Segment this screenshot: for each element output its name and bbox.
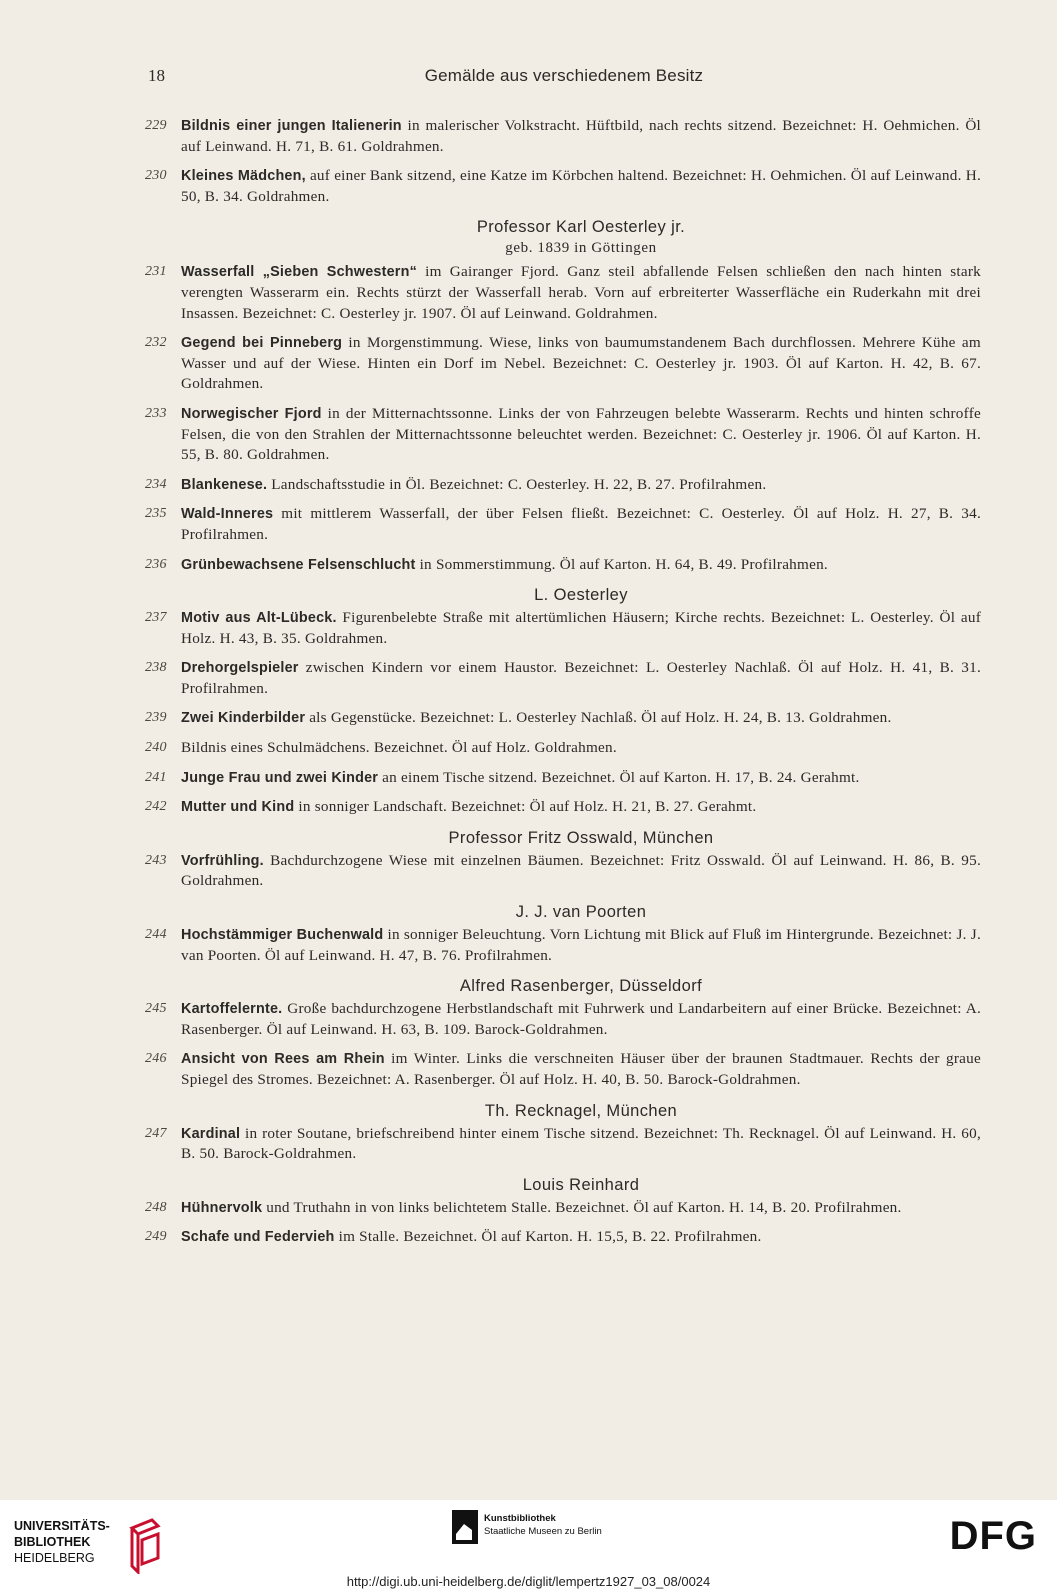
uni-logo-line1: UNIVERSITÄTS- xyxy=(14,1519,110,1533)
entry-title: Grünbewachsene Felsenschlucht xyxy=(181,556,416,573)
entry-description: im Gairanger Fjord. Ganz steil abfallende Felsen schließen den nach hinten stark verengten Wasserarm ein. Rechts stürzt der Wasserfall herab. Vorn auf erbreiterter Wasserfläche ein Ruderkahn mit drei Insassen. Bezeichnet: C. Oesterley jr. 1907. Öl auf Leinwand. Goldrahmen. xyxy=(181,263,981,322)
artist-heading: Alfred Rasenberger, Düsseldorf xyxy=(459,977,703,996)
artist-heading: Louis Reinhard xyxy=(522,1175,640,1194)
catalog-entry xyxy=(145,1049,981,1090)
entry-group xyxy=(145,925,981,966)
entry-description: in Morgenstimmung. Wiese, links von baumumstandenem Bach durchflossen. Mehrere Kühe am Wasser und auf der Wiese. Hinten ein Dorf im Nebel. Bezeichnet: C. Oesterley jr. 1903. Öl auf Karton. H. 42, B. 67. Goldrahmen. xyxy=(181,334,981,393)
entry-title: Blankenese. xyxy=(181,476,268,493)
entry-number: 241 xyxy=(145,769,167,785)
entry-number: 247 xyxy=(145,1125,167,1141)
entry-description: Große bachdurchzogene Herbstlandschaft mit Fuhrwerk und Landarbeitern auf einer Brücke. Bezeichnet: A. Rasenberger. Öl auf Leinwand. H. 63, B. 109. Barock-Goldrahmen. xyxy=(181,1000,981,1038)
entry-title: Schafe und Federvieh xyxy=(181,1229,335,1246)
entry-number: 233 xyxy=(145,405,167,421)
entry-description: als Gegenstücke. Bezeichnet: L. Oesterley Nachlaß. Öl auf Holz. H. 24, B. 13. Goldrahmen. xyxy=(305,709,892,727)
catalog-entry xyxy=(145,504,981,545)
catalog-entry xyxy=(145,262,981,324)
digitization-footer xyxy=(0,1500,1057,1593)
catalog-entry xyxy=(145,708,981,729)
entry-number: 232 xyxy=(145,335,167,351)
entry-number: 249 xyxy=(145,1229,167,1245)
catalog-entry xyxy=(145,738,981,759)
kunstbibliothek-emblem-icon xyxy=(452,1510,478,1544)
artist-heading: Th. Recknagel, München xyxy=(484,1101,678,1120)
entry-number: 229 xyxy=(145,118,167,133)
entry-number: 244 xyxy=(145,927,167,943)
entry-title: Gegend bei Pinneberg xyxy=(181,335,343,352)
entry-number: 243 xyxy=(145,852,167,868)
entry-description: in Sommerstimmung. Öl auf Karton. H. 64, B. 49. Profilrahmen. xyxy=(415,555,828,573)
catalog-entry xyxy=(145,116,981,157)
entry-description: und Truthahn in von links belichtetem Stalle. Bezeichnet. Öl auf Karton. H. 14, B. 20. Profilrahmen. xyxy=(262,1198,902,1216)
university-library-logo[interactable] xyxy=(14,1518,174,1578)
entry-number: 234 xyxy=(145,476,167,492)
entry-number: 240 xyxy=(145,740,167,756)
catalog-entry xyxy=(145,608,981,649)
entry-number: 230 xyxy=(145,168,167,184)
entry-title: Bildnis einer jungen Italienerin xyxy=(181,118,402,134)
artist-birth-info: geb. 1839 in Göttingen xyxy=(505,240,657,257)
entry-title: Drehorgelspieler xyxy=(181,660,299,677)
entry-title: Ansicht von Rees am Rhein xyxy=(181,1051,385,1068)
entry-number: 235 xyxy=(145,506,167,522)
page-header xyxy=(148,66,980,90)
catalog-entry xyxy=(145,1198,981,1219)
entry-description: Bachdurchzogene Wiese mit einzelnen Bäumen. Bezeichnet: Fritz Osswald. Öl auf Leinwand. H. 86, B. 95. Goldrahmen. xyxy=(181,851,981,890)
entry-description: im Stalle. Bezeichnet. Öl auf Karton. H. 15,5, B. 22. Profilrahmen. xyxy=(334,1228,762,1246)
entry-description: Landschaftsstudie in Öl. Bezeichnet: C. Oesterley. H. 22, B. 27. Profilrahmen. xyxy=(267,475,767,493)
entry-group xyxy=(145,262,981,575)
catalog-entry xyxy=(145,1227,981,1248)
artist-heading: J. J. van Poorten xyxy=(515,903,647,922)
entry-number: 238 xyxy=(145,660,167,676)
entry-number: 236 xyxy=(145,556,167,572)
entry-number: 242 xyxy=(145,799,167,815)
entry-number: 237 xyxy=(145,610,167,626)
catalog-entry xyxy=(145,999,981,1040)
entry-group xyxy=(145,851,981,892)
catalog-entry xyxy=(145,925,981,966)
permalink-url[interactable]: http://digi.ub.uni-heidelberg.de/diglit/lempertz1927_03_08/0024 xyxy=(346,1574,711,1589)
entry-group xyxy=(145,1124,981,1165)
kunstbibliothek-logo[interactable] xyxy=(452,1510,652,1550)
kb-logo-line1: Kunstbibliothek xyxy=(484,1513,556,1524)
page-number: 18 xyxy=(148,66,165,85)
entry-title: Motiv aus Alt-Lübeck. xyxy=(181,610,337,627)
entry-group xyxy=(145,1198,981,1248)
catalog-entry xyxy=(145,851,981,892)
entry-title: Kleines Mädchen, xyxy=(181,168,306,185)
artist-heading: Professor Fritz Osswald, München xyxy=(448,828,714,847)
running-title: Gemälde aus verschiedenem Besitz xyxy=(424,66,704,85)
entry-description: Bildnis eines Schulmädchens. Bezeichnet. Öl auf Holz. Goldrahmen. xyxy=(181,739,617,757)
dfg-logo[interactable]: DFG xyxy=(949,1514,1037,1558)
entry-description: in sonniger Landschaft. Bezeichnet: Öl auf Holz. H. 21, B. 27. Gerahmt. xyxy=(294,798,757,816)
entry-title: Hochstämmiger Buchenwald xyxy=(181,927,384,944)
entry-number: 245 xyxy=(145,1001,167,1017)
entry-title: Norwegischer Fjord xyxy=(181,405,322,422)
uni-logo-line2: BIBLIOTHEK xyxy=(14,1535,91,1549)
entry-number: 248 xyxy=(145,1199,167,1215)
entry-number: 246 xyxy=(145,1051,167,1067)
entry-description: in malerischer Volkstracht. Hüftbild, nach rechts sitzend. Bezeichnet: H. Oehmichen. Öl auf Leinwand. H. 71, B. 61. Goldrahmen. xyxy=(181,117,982,155)
entry-number: 231 xyxy=(145,264,167,280)
entry-title: Kardinal xyxy=(181,1125,241,1142)
catalog-entry xyxy=(145,555,981,576)
entry-description: Figurenbelebte Straße mit altertümlichen Häusern; Kirche rechts. Bezeichnet: L. Oesterley. Öl auf Holz. H. 43, B. 35. Goldrahmen. xyxy=(181,609,982,647)
entry-description: in roter Soutane, briefschreibend hinter einem Tische sitzend. Bezeichnet: Th. Recknagel. Öl auf Leinwand. H. 60, B. 50. Barock-Goldrahmen. xyxy=(181,1124,981,1163)
catalog-entry xyxy=(145,658,981,699)
catalog-entry xyxy=(145,166,981,207)
entry-group xyxy=(145,116,981,207)
catalog-entry xyxy=(145,475,981,496)
entry-title: Wasserfall „Sieben Schwestern“ xyxy=(181,264,417,281)
entry-description: an einem Tische sitzend. Bezeichnet. Öl auf Karton. H. 17, B. 24. Gerahmt. xyxy=(378,768,860,786)
catalog-content xyxy=(145,116,981,1257)
entry-title: Wald-Inneres xyxy=(181,506,274,523)
artist-heading: Professor Karl Oesterley jr. xyxy=(476,218,686,237)
entry-title: Junge Frau und zwei Kinder xyxy=(181,769,379,786)
entry-description: im Winter. Links die verschneiten Häuser über der braunen Stadtmauer. Rechts der graue Spiegel des Stromes. Bezeichnet: A. Rasenberger. Öl auf Holz. H. 40, B. 50. Barock-Goldrahmen. xyxy=(181,1050,981,1088)
uni-logo-line3: HEIDELBERG xyxy=(14,1551,95,1565)
entry-group xyxy=(145,999,981,1090)
entry-description: in sonniger Beleuchtung. Vorn Lichtung mit Blick auf Fluß im Hintergrunde. Bezeichnet: J. J. van Poorten. Öl auf Leinwand. H. 47, B. 76. Profilrahmen. xyxy=(181,926,981,964)
catalog-entry xyxy=(145,404,981,466)
entry-description: in der Mitternachtssonne. Links der von Fahrzeugen belebte Wasserarm. Rechts und hinten schroffe Felsen, die von den Strahlen der Mitternachtssonne beleuchtet werden. Bezeichnet: C. Oesterley jr. 1906. Öl auf Karton. H. 55, B. 80. Goldrahmen. xyxy=(181,404,981,464)
entry-group xyxy=(145,608,981,818)
entry-description: auf einer Bank sitzend, eine Katze im Körbchen haltend. Bezeichnet: H. Oehmichen. Öl auf Leinwand. H. 50, B. 34. Goldrahmen. xyxy=(181,167,981,205)
entry-number: 239 xyxy=(145,710,167,726)
entry-title: Vorfrühling. xyxy=(181,852,264,869)
entry-title: Hühnervolk xyxy=(181,1199,263,1216)
entry-title: Mutter und Kind xyxy=(181,799,295,816)
entry-description: zwischen Kindern vor einem Haustor. Bezeichnet: L. Oesterley Nachlaß. Öl auf Holz. H. 41, B. 31. Profilrahmen. xyxy=(181,659,981,697)
entry-title: Zwei Kinderbilder xyxy=(181,710,306,727)
catalog-entry xyxy=(145,1124,981,1165)
artist-heading: L. Oesterley xyxy=(534,586,628,605)
uni-emblem-icon xyxy=(124,1518,166,1574)
entry-description: mit mittlerem Wasserfall, der über Felsen fließt. Bezeichnet: C. Oesterley. Öl auf Holz. H. 27, B. 34. Profilrahmen. xyxy=(181,505,981,543)
entry-title: Kartoffelernte. xyxy=(181,1001,283,1018)
catalog-entry xyxy=(145,333,981,395)
catalog-entry xyxy=(145,768,981,789)
catalog-entry xyxy=(145,797,981,818)
kb-logo-line2: Staatliche Museen zu Berlin xyxy=(484,1526,602,1537)
